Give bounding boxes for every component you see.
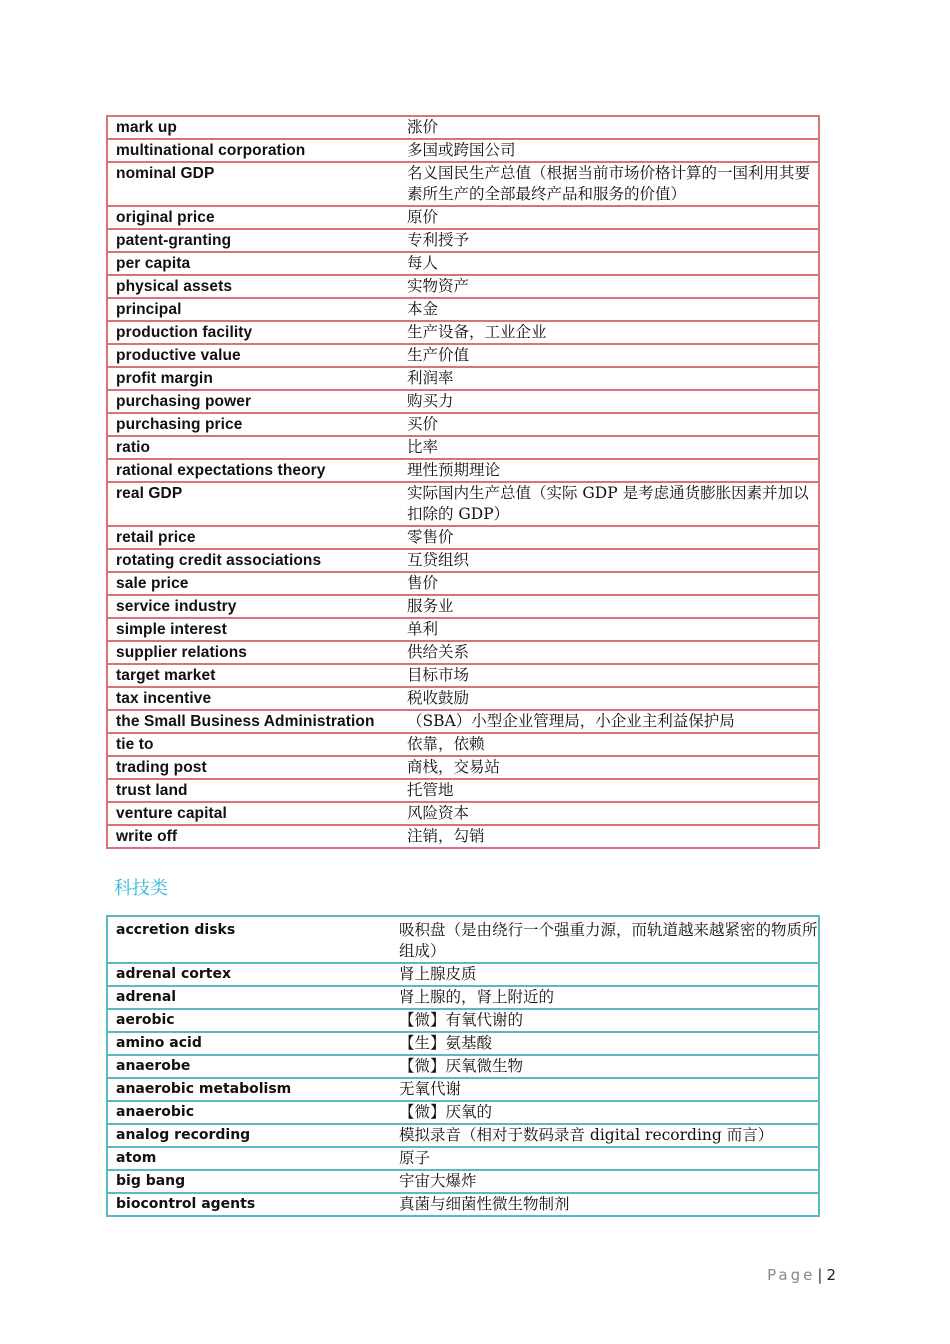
term-english: patent-granting bbox=[107, 229, 399, 252]
table-row bbox=[107, 526, 819, 549]
table-row bbox=[107, 298, 819, 321]
term-english: biocontrol agents bbox=[116, 1196, 256, 1212]
table-row bbox=[107, 1170, 819, 1193]
term-english: rational expectations theory bbox=[107, 459, 399, 482]
term-english: anaerobic metabolism bbox=[107, 1078, 391, 1101]
footer-separator: | bbox=[817, 1266, 823, 1284]
table-row bbox=[107, 1055, 819, 1078]
term-english: supplier relations bbox=[107, 641, 399, 664]
table-row bbox=[107, 482, 819, 526]
term-chinese: 多国或跨国公司 bbox=[399, 139, 819, 162]
table-row bbox=[107, 802, 819, 825]
term-chinese: 原子 bbox=[391, 1147, 819, 1170]
term-chinese: 利润率 bbox=[399, 367, 819, 390]
term-english: purchasing power bbox=[107, 390, 399, 413]
table-row bbox=[107, 206, 819, 229]
term-english: multinational corporation bbox=[107, 139, 399, 162]
term-chinese: 【微】有氧代谢的 bbox=[391, 1009, 819, 1032]
page-number: 2 bbox=[826, 1266, 836, 1284]
term-chinese: 供给关系 bbox=[399, 641, 819, 664]
table-row bbox=[107, 595, 819, 618]
term-english: target market bbox=[107, 664, 399, 687]
table-row bbox=[107, 1147, 819, 1170]
term-chinese: 专利授予 bbox=[399, 229, 819, 252]
table-row bbox=[107, 459, 819, 482]
term-english: service industry bbox=[107, 595, 399, 618]
table-row bbox=[107, 1078, 819, 1101]
term-chinese: 真菌与细菌性微生物制剂 bbox=[399, 1195, 570, 1213]
table-row bbox=[107, 664, 819, 687]
term-english: sale price bbox=[107, 572, 399, 595]
term-english: original price bbox=[107, 206, 399, 229]
term-chinese: 【微】厌氧微生物 bbox=[391, 1055, 819, 1078]
table-row bbox=[107, 275, 819, 298]
term-chinese: 理性预期理论 bbox=[399, 459, 819, 482]
term-english: adrenal cortex bbox=[107, 963, 391, 986]
term-chinese: 【微】厌氧的 bbox=[391, 1101, 819, 1124]
table-row bbox=[107, 413, 819, 436]
term-chinese: 比率 bbox=[399, 436, 819, 459]
term-chinese: 每人 bbox=[399, 252, 819, 275]
table-row bbox=[107, 963, 819, 986]
table-row bbox=[107, 986, 819, 1009]
page-label: Page bbox=[767, 1266, 816, 1284]
term-english: amino acid bbox=[107, 1032, 391, 1055]
term-english: adrenal bbox=[107, 986, 391, 1009]
term-chinese: 购买力 bbox=[399, 390, 819, 413]
term-english: analog recording bbox=[107, 1124, 391, 1147]
table-row bbox=[107, 1009, 819, 1032]
term-chinese: 售价 bbox=[399, 572, 819, 595]
table-row bbox=[107, 321, 819, 344]
term-english: trading post bbox=[107, 756, 399, 779]
table-row bbox=[107, 1101, 819, 1124]
term-english: mark up bbox=[107, 116, 399, 139]
table-row bbox=[107, 229, 819, 252]
table-row bbox=[107, 162, 819, 206]
table-row bbox=[107, 916, 819, 963]
term-chinese: 原价 bbox=[399, 206, 819, 229]
table-row bbox=[107, 436, 819, 459]
section-heading-science: 科技类 bbox=[114, 878, 168, 899]
table-row bbox=[107, 779, 819, 802]
term-chinese: 名义国民生产总值（根据当前市场价格计算的一国利用其要素所生产的全部最终产品和服务的价值） bbox=[399, 162, 819, 206]
term-chinese: 税收鼓励 bbox=[399, 687, 819, 710]
term-english: anaerobic bbox=[107, 1101, 391, 1124]
table-row bbox=[107, 252, 819, 275]
table-row bbox=[107, 1124, 819, 1147]
term-english: per capita bbox=[107, 252, 399, 275]
term-english: trust land bbox=[107, 779, 399, 802]
term-chinese: 服务业 bbox=[399, 595, 819, 618]
term-english: productive value bbox=[107, 344, 399, 367]
page-footer bbox=[767, 1266, 836, 1284]
table-row bbox=[107, 1193, 819, 1216]
term-chinese: 实际国内生产总值（实际 GDP 是考虑通货膨胀因素并加以扣除的 GDP） bbox=[399, 482, 819, 526]
term-chinese: 涨价 bbox=[399, 116, 819, 139]
term-chinese: 买价 bbox=[399, 413, 819, 436]
term-chinese: 生产价值 bbox=[399, 344, 819, 367]
term-english: real GDP bbox=[107, 482, 399, 526]
table-row bbox=[107, 572, 819, 595]
term-english: rotating credit associations bbox=[107, 549, 399, 572]
term-english: purchasing price bbox=[107, 413, 399, 436]
term-english: write off bbox=[116, 828, 178, 845]
term-chinese: 零售价 bbox=[399, 526, 819, 549]
term-chinese: （SBA）小型企业管理局，小企业主利益保护局 bbox=[399, 710, 819, 733]
term-english: simple interest bbox=[107, 618, 399, 641]
table-row bbox=[107, 756, 819, 779]
term-chinese: 模拟录音（相对于数码录音 digital recording 而言） bbox=[391, 1124, 819, 1147]
term-chinese: 宇宙大爆炸 bbox=[391, 1170, 819, 1193]
term-english: profit margin bbox=[107, 367, 399, 390]
term-chinese: 肾上腺的，肾上附近的 bbox=[391, 986, 819, 1009]
term-chinese: 注销，勾销 bbox=[407, 827, 485, 845]
table-row bbox=[107, 618, 819, 641]
table-row bbox=[107, 825, 819, 848]
table-row bbox=[107, 1032, 819, 1055]
term-english: physical assets bbox=[107, 275, 399, 298]
table-row bbox=[107, 710, 819, 733]
term-english: principal bbox=[107, 298, 399, 321]
table-row bbox=[107, 367, 819, 390]
term-english: the Small Business Administration bbox=[107, 710, 399, 733]
term-chinese: 目标市场 bbox=[399, 664, 819, 687]
term-english: big bang bbox=[107, 1170, 391, 1193]
science-terms-table bbox=[106, 915, 820, 1217]
term-chinese: 商栈，交易站 bbox=[399, 756, 819, 779]
term-english: anaerobe bbox=[107, 1055, 391, 1078]
table-row bbox=[107, 641, 819, 664]
business-terms-table bbox=[106, 115, 820, 849]
table-row bbox=[107, 344, 819, 367]
term-english: retail price bbox=[107, 526, 399, 549]
table-row bbox=[107, 687, 819, 710]
term-english: aerobic bbox=[107, 1009, 391, 1032]
term-english: ratio bbox=[107, 436, 399, 459]
table-row bbox=[107, 116, 819, 139]
table-row bbox=[107, 390, 819, 413]
term-chinese: 生产设备，工业企业 bbox=[399, 321, 819, 344]
table-row bbox=[107, 549, 819, 572]
term-chinese: 无氧代谢 bbox=[391, 1078, 819, 1101]
term-english: accretion disks bbox=[107, 916, 391, 963]
table-row bbox=[107, 733, 819, 756]
term-english: tie to bbox=[107, 733, 399, 756]
term-chinese: 托管地 bbox=[399, 779, 819, 802]
term-english: nominal GDP bbox=[107, 162, 399, 206]
term-english: production facility bbox=[107, 321, 399, 344]
table-row bbox=[107, 139, 819, 162]
term-chinese: 【生】氨基酸 bbox=[391, 1032, 819, 1055]
term-chinese: 依靠，依赖 bbox=[399, 733, 819, 756]
term-chinese: 风险资本 bbox=[399, 802, 819, 825]
term-chinese: 实物资产 bbox=[399, 275, 819, 298]
term-english: tax incentive bbox=[107, 687, 399, 710]
term-chinese: 肾上腺皮质 bbox=[391, 963, 819, 986]
term-chinese: 单利 bbox=[399, 618, 819, 641]
term-chinese: 本金 bbox=[399, 298, 819, 321]
term-english: atom bbox=[107, 1147, 391, 1170]
term-english: venture capital bbox=[107, 802, 399, 825]
term-chinese: 互贷组织 bbox=[399, 549, 819, 572]
term-chinese: 吸积盘（是由绕行一个强重力源，而轨道越来越紧密的物质所组成） bbox=[391, 916, 819, 963]
